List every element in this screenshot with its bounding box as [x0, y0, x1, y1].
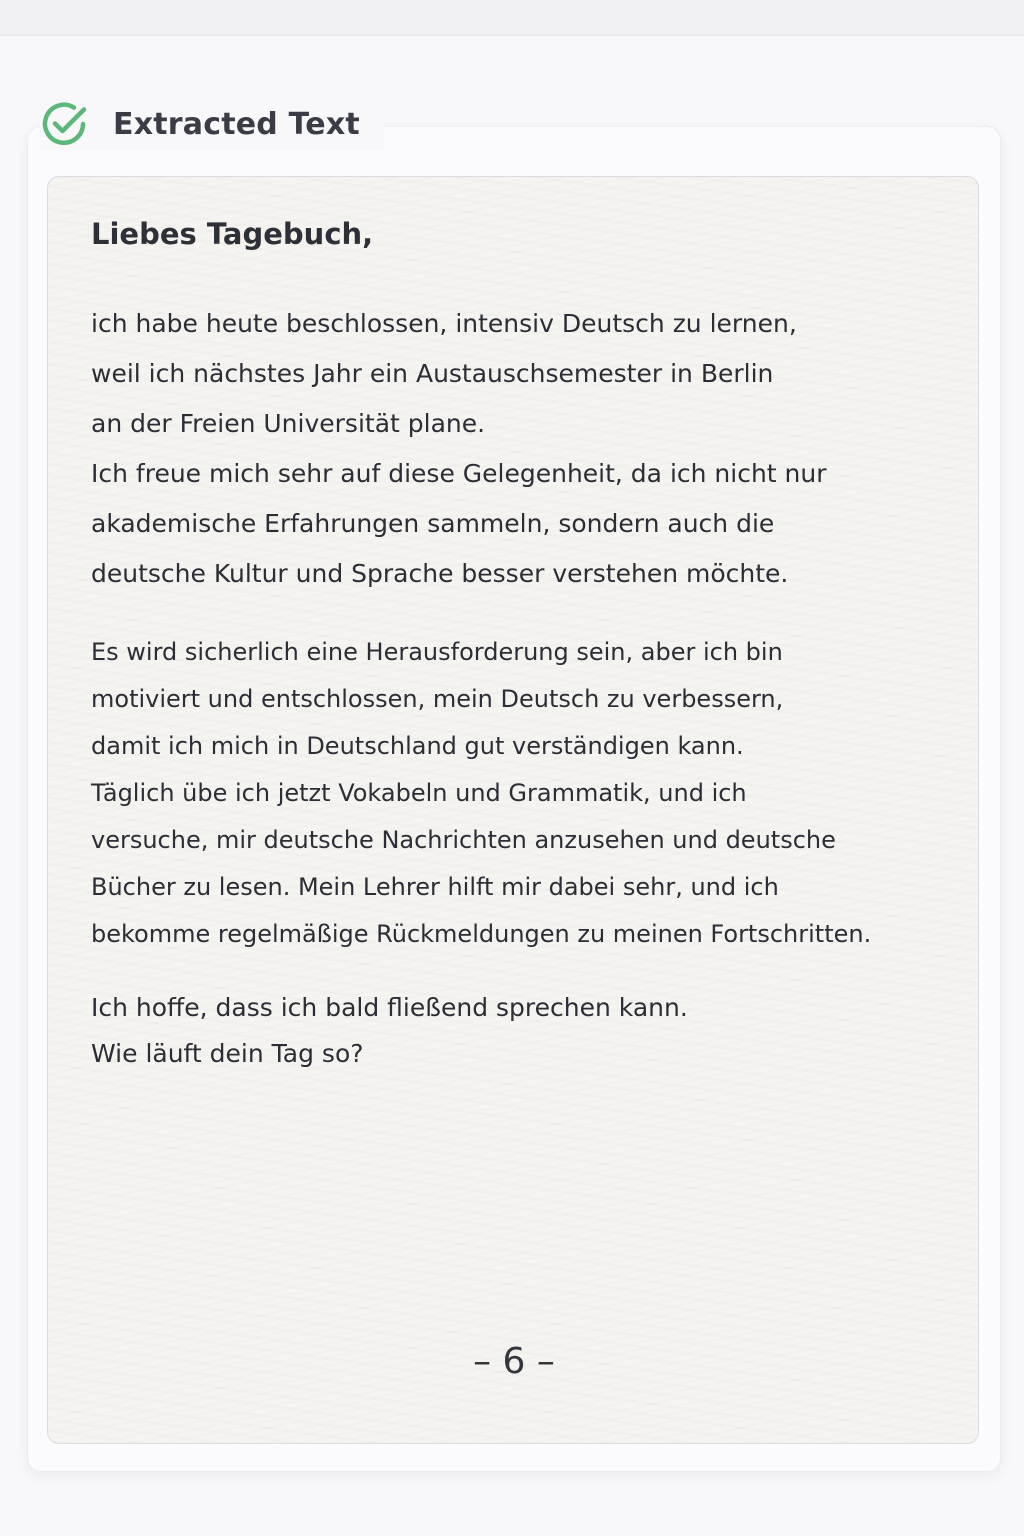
text-line: versuche, mir deutsche Nachrichten anzusehen und deutsche: [91, 826, 836, 854]
text-line: Bücher zu lesen. Mein Lehrer hilft mir dabei sehr, und ich: [91, 873, 779, 901]
text-line: weil ich nächstes Jahr ein Austauschsemester in Berlin: [91, 359, 774, 388]
text-line: damit ich mich in Deutschland gut verständigen kann.: [91, 732, 744, 760]
text-line: Wie läuft dein Tag so?: [91, 1039, 364, 1068]
paragraph-2: [91, 629, 961, 958]
paragraph-3: [91, 985, 961, 1077]
text-line: Täglich übe ich jetzt Vokabeln und Grammatik, und ich: [91, 779, 747, 807]
page-number: – 6 –: [473, 1341, 555, 1382]
text-line: Es wird sicherlich eine Herausforderung sein, aber ich bin: [91, 638, 783, 666]
panel-title: Extracted Text: [113, 106, 360, 142]
diary-greeting: Liebes Tagebuch,: [91, 217, 374, 251]
text-line: bekomme regelmäßige Rückmeldungen zu meinen Fortschritten.: [91, 920, 872, 948]
document-page: [47, 176, 979, 1444]
text-line: Ich hoffe, dass ich bald fließend sprechen kann.: [91, 993, 688, 1022]
text-line: motiviert und entschlossen, mein Deutsch zu verbessern,: [91, 685, 784, 713]
panel-header: [40, 98, 384, 150]
text-line: akademische Erfahrungen sammeln, sondern auch die: [91, 509, 775, 538]
check-circle-icon: [40, 99, 90, 149]
text-line: ich habe heute beschlossen, intensiv Deutsch zu lernen,: [91, 309, 797, 338]
text-line: an der Freien Universität plane.: [91, 409, 486, 438]
text-line: deutsche Kultur und Sprache besser verstehen möchte.: [91, 559, 789, 588]
text-line: Ich freue mich sehr auf diese Gelegenheit, da ich nicht nur: [91, 459, 827, 488]
paragraph-1: [91, 299, 961, 599]
top-bar: [0, 0, 1024, 36]
